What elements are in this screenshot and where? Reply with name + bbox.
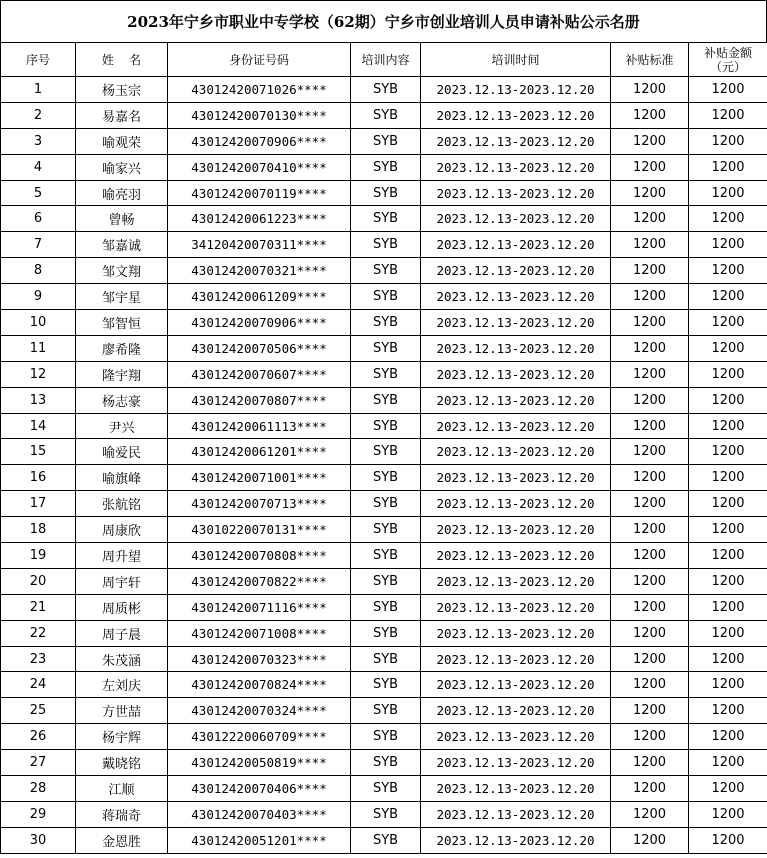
cell-subsidy-amount: 1200 — [689, 672, 767, 698]
cell-id-number: 43012420061201**** — [168, 439, 351, 465]
cell-name: 隆宇翔 — [76, 361, 168, 387]
cell-subsidy-standard: 1200 — [611, 672, 689, 698]
cell-id-number: 43012420070324**** — [168, 698, 351, 724]
cell-subsidy-amount: 1200 — [689, 77, 767, 103]
cell-training-content: SYB — [351, 646, 421, 672]
roster-table — [0, 42, 767, 854]
cell-name: 周子晨 — [76, 620, 168, 646]
cell-training-content: SYB — [351, 698, 421, 724]
cell-training-time: 2023.12.13-2023.12.20 — [421, 465, 611, 491]
cell-training-content: SYB — [351, 827, 421, 853]
cell-name: 金恩胜 — [76, 827, 168, 853]
cell-training-content: SYB — [351, 672, 421, 698]
cell-training-time: 2023.12.13-2023.12.20 — [421, 543, 611, 569]
cell-id-number: 43012420070323**** — [168, 646, 351, 672]
cell-subsidy-standard: 1200 — [611, 517, 689, 543]
cell-training-time: 2023.12.13-2023.12.20 — [421, 232, 611, 258]
cell-subsidy-amount: 1200 — [689, 620, 767, 646]
cell-name: 喻亮羽 — [76, 180, 168, 206]
cell-training-time: 2023.12.13-2023.12.20 — [421, 491, 611, 517]
cell-name: 邹文翔 — [76, 258, 168, 284]
cell-training-content: SYB — [351, 620, 421, 646]
cell-training-content: SYB — [351, 335, 421, 361]
cell-id-number: 43012420070321**** — [168, 258, 351, 284]
cell-id-number: 34120420070311**** — [168, 232, 351, 258]
table-row — [1, 128, 767, 154]
cell-name: 周康欣 — [76, 517, 168, 543]
table-header-row — [1, 43, 767, 77]
cell-name: 尹兴 — [76, 413, 168, 439]
cell-subsidy-standard: 1200 — [611, 620, 689, 646]
cell-id-number: 43012420061223**** — [168, 206, 351, 232]
cell-serial-number: 13 — [1, 387, 76, 413]
cell-serial-number: 17 — [1, 491, 76, 517]
cell-id-number: 43012420070906**** — [168, 128, 351, 154]
cell-subsidy-standard: 1200 — [611, 750, 689, 776]
cell-name: 方世喆 — [76, 698, 168, 724]
table-row — [1, 102, 767, 128]
cell-training-content: SYB — [351, 128, 421, 154]
cell-subsidy-amount: 1200 — [689, 439, 767, 465]
cell-subsidy-standard: 1200 — [611, 335, 689, 361]
header-subsidy-standard: 补贴标准 — [611, 43, 689, 77]
table-row — [1, 672, 767, 698]
cell-name: 廖希隆 — [76, 335, 168, 361]
cell-subsidy-amount: 1200 — [689, 206, 767, 232]
cell-id-number: 43012420070713**** — [168, 491, 351, 517]
cell-subsidy-standard: 1200 — [611, 413, 689, 439]
cell-training-content: SYB — [351, 361, 421, 387]
cell-name: 杨志豪 — [76, 387, 168, 413]
cell-subsidy-standard: 1200 — [611, 465, 689, 491]
table-row — [1, 465, 767, 491]
cell-id-number: 43012420070403**** — [168, 801, 351, 827]
cell-serial-number: 5 — [1, 180, 76, 206]
table-row — [1, 517, 767, 543]
cell-id-number: 43012420070130**** — [168, 102, 351, 128]
cell-serial-number: 21 — [1, 594, 76, 620]
cell-serial-number: 4 — [1, 154, 76, 180]
cell-training-content: SYB — [351, 543, 421, 569]
cell-name: 邹嘉诚 — [76, 232, 168, 258]
cell-serial-number: 1 — [1, 77, 76, 103]
cell-training-content: SYB — [351, 568, 421, 594]
header-subsidy-amount-line2: （元） — [709, 59, 746, 74]
cell-serial-number: 22 — [1, 620, 76, 646]
cell-serial-number: 3 — [1, 128, 76, 154]
cell-subsidy-standard: 1200 — [611, 232, 689, 258]
cell-id-number: 43010220070131**** — [168, 517, 351, 543]
cell-name: 左刘庆 — [76, 672, 168, 698]
cell-name: 杨玉宗 — [76, 77, 168, 103]
cell-subsidy-amount: 1200 — [689, 517, 767, 543]
cell-training-time: 2023.12.13-2023.12.20 — [421, 413, 611, 439]
cell-serial-number: 19 — [1, 543, 76, 569]
cell-subsidy-amount: 1200 — [689, 698, 767, 724]
cell-training-time: 2023.12.13-2023.12.20 — [421, 180, 611, 206]
cell-id-number: 43012420070406**** — [168, 776, 351, 802]
cell-subsidy-amount: 1200 — [689, 724, 767, 750]
cell-training-time: 2023.12.13-2023.12.20 — [421, 801, 611, 827]
cell-subsidy-amount: 1200 — [689, 465, 767, 491]
cell-subsidy-standard: 1200 — [611, 361, 689, 387]
cell-training-time: 2023.12.13-2023.12.20 — [421, 646, 611, 672]
table-row — [1, 724, 767, 750]
cell-subsidy-standard: 1200 — [611, 698, 689, 724]
cell-training-content: SYB — [351, 154, 421, 180]
cell-name: 江顺 — [76, 776, 168, 802]
table-row — [1, 801, 767, 827]
cell-subsidy-standard: 1200 — [611, 776, 689, 802]
cell-subsidy-amount: 1200 — [689, 128, 767, 154]
cell-training-time: 2023.12.13-2023.12.20 — [421, 128, 611, 154]
cell-training-time: 2023.12.13-2023.12.20 — [421, 750, 611, 776]
cell-training-time: 2023.12.13-2023.12.20 — [421, 335, 611, 361]
cell-serial-number: 11 — [1, 335, 76, 361]
cell-name: 周质彬 — [76, 594, 168, 620]
table-row — [1, 491, 767, 517]
cell-training-content: SYB — [351, 439, 421, 465]
cell-serial-number: 24 — [1, 672, 76, 698]
cell-serial-number: 18 — [1, 517, 76, 543]
table-row — [1, 258, 767, 284]
cell-subsidy-amount: 1200 — [689, 776, 767, 802]
cell-subsidy-amount: 1200 — [689, 361, 767, 387]
table-row — [1, 568, 767, 594]
cell-training-content: SYB — [351, 180, 421, 206]
cell-serial-number: 7 — [1, 232, 76, 258]
cell-subsidy-amount: 1200 — [689, 335, 767, 361]
cell-id-number: 43012420050819**** — [168, 750, 351, 776]
cell-subsidy-standard: 1200 — [611, 439, 689, 465]
cell-training-time: 2023.12.13-2023.12.20 — [421, 387, 611, 413]
cell-id-number: 43012420071116**** — [168, 594, 351, 620]
cell-subsidy-amount: 1200 — [689, 543, 767, 569]
cell-subsidy-amount: 1200 — [689, 750, 767, 776]
cell-subsidy-standard: 1200 — [611, 646, 689, 672]
cell-serial-number: 20 — [1, 568, 76, 594]
cell-training-time: 2023.12.13-2023.12.20 — [421, 361, 611, 387]
cell-subsidy-standard: 1200 — [611, 284, 689, 310]
cell-subsidy-amount: 1200 — [689, 102, 767, 128]
cell-name: 蒋瑞奇 — [76, 801, 168, 827]
table-row — [1, 594, 767, 620]
cell-subsidy-standard: 1200 — [611, 77, 689, 103]
header-serial-number: 序号 — [1, 43, 76, 77]
cell-name: 喻爱民 — [76, 439, 168, 465]
cell-id-number: 43012420070119**** — [168, 180, 351, 206]
table-row — [1, 335, 767, 361]
cell-subsidy-standard: 1200 — [611, 310, 689, 336]
cell-name: 杨宇辉 — [76, 724, 168, 750]
cell-id-number: 43012420071001**** — [168, 465, 351, 491]
cell-id-number: 43012420051201**** — [168, 827, 351, 853]
cell-serial-number: 15 — [1, 439, 76, 465]
cell-name: 喻观荣 — [76, 128, 168, 154]
cell-id-number: 43012220060709**** — [168, 724, 351, 750]
table-row — [1, 361, 767, 387]
table-row — [1, 827, 767, 853]
cell-serial-number: 6 — [1, 206, 76, 232]
cell-serial-number: 12 — [1, 361, 76, 387]
cell-training-time: 2023.12.13-2023.12.20 — [421, 102, 611, 128]
cell-training-time: 2023.12.13-2023.12.20 — [421, 594, 611, 620]
table-row — [1, 698, 767, 724]
table-body — [1, 77, 767, 854]
cell-subsidy-amount: 1200 — [689, 594, 767, 620]
cell-subsidy-amount: 1200 — [689, 413, 767, 439]
cell-name: 戴晓铭 — [76, 750, 168, 776]
cell-training-content: SYB — [351, 258, 421, 284]
cell-id-number: 43012420071008**** — [168, 620, 351, 646]
cell-id-number: 43012420070410**** — [168, 154, 351, 180]
cell-id-number: 43012420070824**** — [168, 672, 351, 698]
cell-subsidy-standard: 1200 — [611, 180, 689, 206]
cell-name: 邹宇星 — [76, 284, 168, 310]
cell-training-time: 2023.12.13-2023.12.20 — [421, 154, 611, 180]
cell-subsidy-standard: 1200 — [611, 128, 689, 154]
cell-id-number: 43012420070808**** — [168, 543, 351, 569]
cell-subsidy-standard: 1200 — [611, 594, 689, 620]
cell-training-content: SYB — [351, 594, 421, 620]
cell-name: 朱茂涵 — [76, 646, 168, 672]
cell-subsidy-standard: 1200 — [611, 724, 689, 750]
table-row — [1, 284, 767, 310]
cell-serial-number: 14 — [1, 413, 76, 439]
cell-serial-number: 10 — [1, 310, 76, 336]
cell-training-content: SYB — [351, 387, 421, 413]
cell-subsidy-amount: 1200 — [689, 232, 767, 258]
cell-serial-number: 8 — [1, 258, 76, 284]
cell-serial-number: 29 — [1, 801, 76, 827]
cell-name: 喻旗峰 — [76, 465, 168, 491]
cell-subsidy-amount: 1200 — [689, 154, 767, 180]
cell-id-number: 43012420071026**** — [168, 77, 351, 103]
cell-subsidy-standard: 1200 — [611, 258, 689, 284]
header-id-number: 身份证号码 — [168, 43, 351, 77]
table-row — [1, 646, 767, 672]
table-row — [1, 180, 767, 206]
table-row — [1, 543, 767, 569]
cell-name: 张航铭 — [76, 491, 168, 517]
cell-training-content: SYB — [351, 776, 421, 802]
cell-id-number: 43012420070506**** — [168, 335, 351, 361]
header-subsidy-amount — [689, 43, 767, 77]
header-subsidy-amount-line1: 补贴金额 — [703, 45, 752, 60]
cell-training-content: SYB — [351, 310, 421, 336]
cell-subsidy-amount: 1200 — [689, 646, 767, 672]
cell-name: 周宇轩 — [76, 568, 168, 594]
table-row — [1, 77, 767, 103]
cell-training-content: SYB — [351, 413, 421, 439]
cell-training-content: SYB — [351, 206, 421, 232]
table-row — [1, 206, 767, 232]
cell-id-number: 43012420061113**** — [168, 413, 351, 439]
cell-id-number: 43012420070822**** — [168, 568, 351, 594]
cell-serial-number: 28 — [1, 776, 76, 802]
table-row — [1, 310, 767, 336]
cell-name: 易嘉名 — [76, 102, 168, 128]
header-name: 姓 名 — [76, 43, 168, 77]
cell-subsidy-standard: 1200 — [611, 206, 689, 232]
cell-serial-number: 27 — [1, 750, 76, 776]
table-row — [1, 776, 767, 802]
cell-name: 曾畅 — [76, 206, 168, 232]
header-training-time: 培训时间 — [421, 43, 611, 77]
cell-training-time: 2023.12.13-2023.12.20 — [421, 284, 611, 310]
table-row — [1, 387, 767, 413]
cell-subsidy-standard: 1200 — [611, 387, 689, 413]
header-training-content: 培训内容 — [351, 43, 421, 77]
cell-serial-number: 9 — [1, 284, 76, 310]
cell-serial-number: 30 — [1, 827, 76, 853]
cell-training-time: 2023.12.13-2023.12.20 — [421, 206, 611, 232]
cell-training-content: SYB — [351, 750, 421, 776]
table-row — [1, 154, 767, 180]
cell-training-time: 2023.12.13-2023.12.20 — [421, 776, 611, 802]
table-row — [1, 750, 767, 776]
cell-name: 邹智恒 — [76, 310, 168, 336]
cell-serial-number: 2 — [1, 102, 76, 128]
cell-id-number: 43012420070906**** — [168, 310, 351, 336]
cell-training-time: 2023.12.13-2023.12.20 — [421, 439, 611, 465]
cell-subsidy-standard: 1200 — [611, 102, 689, 128]
table-row — [1, 413, 767, 439]
cell-training-content: SYB — [351, 284, 421, 310]
cell-training-content: SYB — [351, 465, 421, 491]
cell-name: 周升望 — [76, 543, 168, 569]
table-row — [1, 232, 767, 258]
cell-training-time: 2023.12.13-2023.12.20 — [421, 77, 611, 103]
cell-training-time: 2023.12.13-2023.12.20 — [421, 258, 611, 284]
cell-training-time: 2023.12.13-2023.12.20 — [421, 827, 611, 853]
cell-subsidy-standard: 1200 — [611, 568, 689, 594]
cell-training-time: 2023.12.13-2023.12.20 — [421, 698, 611, 724]
cell-training-time: 2023.12.13-2023.12.20 — [421, 724, 611, 750]
cell-subsidy-amount: 1200 — [689, 310, 767, 336]
cell-name: 喻家兴 — [76, 154, 168, 180]
cell-id-number: 43012420061209**** — [168, 284, 351, 310]
cell-training-time: 2023.12.13-2023.12.20 — [421, 310, 611, 336]
cell-subsidy-amount: 1200 — [689, 180, 767, 206]
cell-training-content: SYB — [351, 232, 421, 258]
cell-subsidy-amount: 1200 — [689, 387, 767, 413]
cell-training-time: 2023.12.13-2023.12.20 — [421, 568, 611, 594]
cell-serial-number: 25 — [1, 698, 76, 724]
cell-subsidy-amount: 1200 — [689, 284, 767, 310]
cell-subsidy-standard: 1200 — [611, 543, 689, 569]
cell-subsidy-standard: 1200 — [611, 491, 689, 517]
cell-subsidy-amount: 1200 — [689, 801, 767, 827]
cell-training-time: 2023.12.13-2023.12.20 — [421, 620, 611, 646]
cell-subsidy-amount: 1200 — [689, 827, 767, 853]
cell-training-time: 2023.12.13-2023.12.20 — [421, 672, 611, 698]
cell-training-content: SYB — [351, 801, 421, 827]
cell-serial-number: 26 — [1, 724, 76, 750]
cell-training-content: SYB — [351, 102, 421, 128]
cell-id-number: 43012420070807**** — [168, 387, 351, 413]
cell-subsidy-amount: 1200 — [689, 258, 767, 284]
cell-serial-number: 23 — [1, 646, 76, 672]
cell-serial-number: 16 — [1, 465, 76, 491]
cell-id-number: 43012420070607**** — [168, 361, 351, 387]
table-row — [1, 620, 767, 646]
cell-subsidy-amount: 1200 — [689, 568, 767, 594]
cell-training-content: SYB — [351, 491, 421, 517]
cell-subsidy-amount: 1200 — [689, 491, 767, 517]
cell-training-content: SYB — [351, 517, 421, 543]
cell-subsidy-standard: 1200 — [611, 154, 689, 180]
cell-training-time: 2023.12.13-2023.12.20 — [421, 517, 611, 543]
cell-training-content: SYB — [351, 77, 421, 103]
table-row — [1, 439, 767, 465]
document-title: 2023年宁乡市职业中专学校（62期）宁乡市创业培训人员申请补贴公示名册 — [0, 0, 767, 42]
cell-training-content: SYB — [351, 724, 421, 750]
cell-subsidy-standard: 1200 — [611, 827, 689, 853]
cell-subsidy-standard: 1200 — [611, 801, 689, 827]
